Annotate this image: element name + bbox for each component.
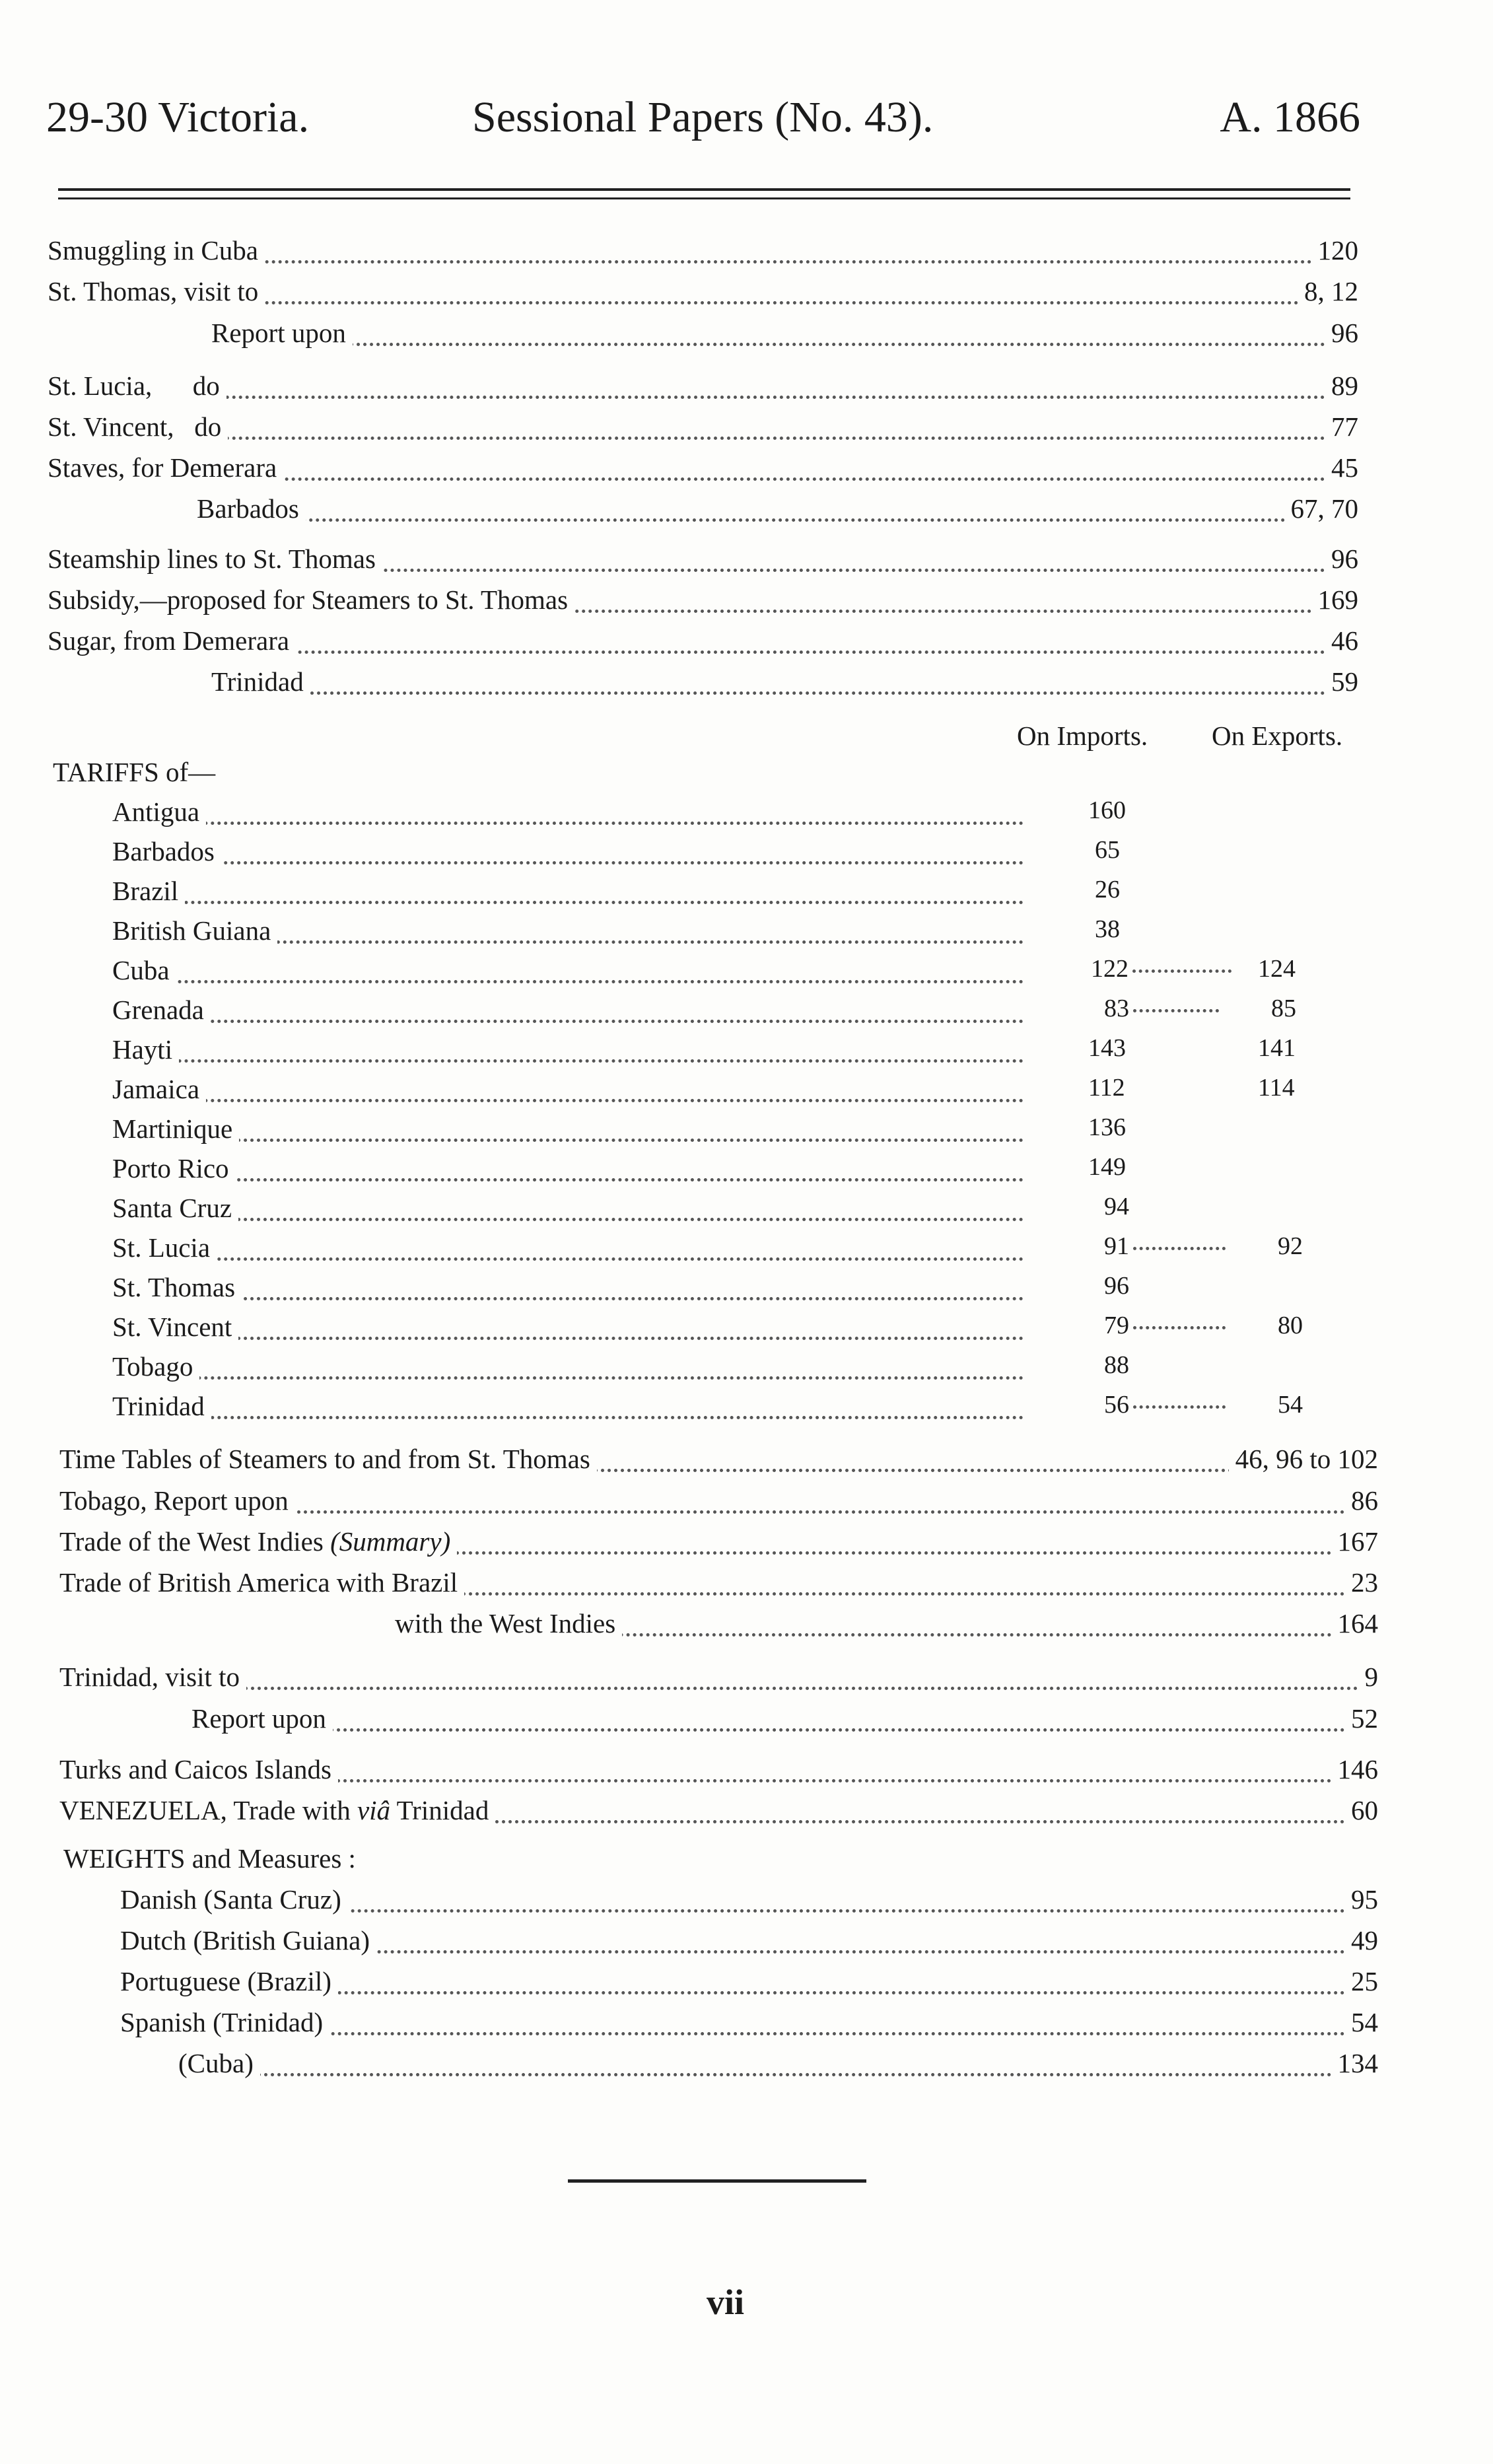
tariff-label: St. Lucia [112, 1232, 217, 1263]
tariff-row [112, 1192, 1024, 1233]
tariff-label: St. Thomas [112, 1271, 242, 1303]
tariff-exports: 114 [1258, 1074, 1295, 1102]
tariff-label: Porto Rico [112, 1152, 236, 1184]
entry-label: Spanish (Trinidad) [120, 2006, 330, 2038]
tariff-exports: 80 [1278, 1312, 1303, 1339]
tariff-imports: 79 [1104, 1311, 1230, 1340]
entry-label: Trinidad, visit to [59, 1661, 246, 1693]
tariff-row [112, 1271, 1024, 1312]
page-number: vii [707, 2282, 745, 2322]
entry-label: Turks and Caicos Islands [59, 1753, 338, 1785]
entry-page: 120 [1311, 234, 1359, 266]
index-entry [59, 1526, 1378, 1566]
entry-label: Tobago, Report upon [59, 1485, 295, 1516]
tariff-imports: 143 [1088, 1034, 1126, 1062]
column-header-imports: On Imports. [1017, 721, 1148, 751]
index-entry [120, 1965, 1378, 2006]
tariff-row [112, 1232, 1024, 1273]
index-entry [59, 1753, 1378, 1794]
running-header [46, 92, 1360, 158]
tariff-label: Hayti [112, 1034, 179, 1065]
tariff-row [112, 915, 1024, 956]
tariff-label: Santa Cruz [112, 1192, 238, 1224]
index-entry [59, 1443, 1378, 1484]
entry-label: Subsidy,—proposed for Steamers to St. Thomas [48, 584, 574, 616]
entry-page: 46 [1325, 625, 1358, 656]
tariff-label: Martinique [112, 1113, 239, 1144]
entry-page: 25 [1344, 1965, 1378, 1997]
entry-label: Danish (Santa Cruz) [120, 1883, 348, 1915]
entry-label: Trade of the West Indies (Summary) [59, 1526, 457, 1557]
entry-label: Portuguese (Brazil) [120, 1965, 338, 1997]
tariff-imports: 96 [1104, 1272, 1129, 1300]
entry-page: 134 [1331, 2047, 1379, 2079]
tariff-imports: 91 [1104, 1232, 1230, 1261]
tariff-label: Antigua [112, 796, 206, 827]
entry-label: Time Tables of Steamers to and from St. Thomas [59, 1443, 597, 1475]
tariff-row [112, 1152, 1024, 1193]
entry-page: 96 [1325, 317, 1358, 349]
index-entry [120, 1924, 1378, 1965]
index-entry [211, 666, 1358, 707]
entry-page: 164 [1331, 1607, 1379, 1639]
entry-label: Smuggling in Cuba [48, 234, 265, 266]
index-entry [178, 2047, 1378, 2088]
entry-label: St. Lucia, do [48, 370, 226, 402]
tariff-imports: 38 [1095, 915, 1120, 943]
entry-page: 86 [1344, 1485, 1378, 1516]
entry-page: 89 [1325, 370, 1358, 402]
entry-page: 60 [1344, 1794, 1378, 1826]
tariff-row [112, 1311, 1024, 1352]
entry-label: Steamship lines to St. Thomas [48, 543, 382, 575]
entry-page: 96 [1325, 543, 1358, 575]
entry-label: with the West Indies [395, 1607, 622, 1639]
tariff-label: Barbados [112, 835, 221, 867]
header-year: A. 1866 [1220, 93, 1360, 141]
tariff-row [112, 954, 1024, 995]
tariff-imports: 94 [1104, 1193, 1129, 1220]
column-header-exports: On Exports. [1212, 721, 1343, 751]
entry-page: 54 [1344, 2006, 1378, 2038]
index-entry [48, 234, 1358, 275]
tariff-imports: 149 [1088, 1153, 1126, 1181]
tariff-imports: 160 [1088, 796, 1126, 824]
tariff-label: Cuba [112, 954, 176, 986]
tariff-label: British Guiana [112, 915, 277, 946]
tariff-imports: 122 [1091, 954, 1235, 983]
tariff-row [112, 1351, 1024, 1391]
tariff-exports: 141 [1258, 1034, 1296, 1062]
entry-page: 49 [1344, 1924, 1378, 1956]
entry-page: 45 [1325, 452, 1358, 483]
tariff-label: Brazil [112, 875, 185, 907]
tariff-exports: 92 [1278, 1232, 1303, 1260]
entry-label: Report upon [191, 1703, 333, 1734]
closing-rule [568, 2179, 866, 2183]
entry-label: Dutch (British Guiana) [120, 1924, 376, 1956]
tariff-exports: 54 [1278, 1391, 1303, 1419]
entry-label: Trinidad [211, 666, 310, 697]
entry-page: 8, 12 [1298, 275, 1358, 307]
tariff-row [112, 796, 1024, 837]
tariff-imports: 88 [1104, 1351, 1129, 1379]
tariff-row [112, 994, 1024, 1035]
entry-label: Report upon [211, 317, 353, 349]
index-entry [211, 317, 1358, 358]
index-entry [48, 543, 1358, 584]
tariff-imports: 65 [1095, 836, 1120, 864]
index-entry [48, 584, 1358, 625]
entry-page: 52 [1344, 1703, 1378, 1734]
entry-page: 95 [1344, 1883, 1378, 1915]
tariff-row [112, 1034, 1024, 1074]
entry-page: 23 [1344, 1566, 1378, 1598]
entry-label: Sugar, from Demerara [48, 625, 296, 656]
tariff-imports: 56 [1104, 1390, 1230, 1419]
tariff-imports: 83 [1104, 994, 1223, 1023]
index-entry [59, 1566, 1378, 1607]
index-entry [59, 1661, 1378, 1702]
entry-page: 169 [1311, 584, 1359, 616]
tariff-exports: 85 [1271, 995, 1296, 1022]
index-entry [48, 411, 1358, 452]
tariff-row [112, 1073, 1024, 1114]
index-entry [191, 1703, 1378, 1743]
tariff-imports: 26 [1095, 876, 1120, 903]
index-entry [120, 2006, 1378, 2047]
tariff-label: St. Vincent [112, 1311, 238, 1343]
tariff-row [112, 875, 1024, 916]
tariff-row [112, 1113, 1024, 1154]
entry-page: 46, 96 to 102 [1229, 1443, 1378, 1475]
index-entry [48, 452, 1358, 493]
header-title: Sessional Papers (No. 43). [472, 93, 934, 141]
entry-page: 9 [1358, 1661, 1379, 1693]
entry-page: 77 [1325, 411, 1358, 442]
tariff-row [112, 1390, 1024, 1431]
entry-label: (Cuba) [178, 2047, 260, 2079]
tariff-row [112, 835, 1024, 876]
tariff-label: Tobago [112, 1351, 199, 1382]
index-entry [48, 275, 1358, 316]
tariff-label: Jamaica [112, 1073, 206, 1105]
entry-label: Staves, for Demerara [48, 452, 283, 483]
index-entry [48, 370, 1358, 411]
index-entry [59, 1794, 1378, 1835]
tariff-imports: 136 [1088, 1113, 1126, 1141]
entry-label: VENEZUELA, Trade with viâ Trinidad [59, 1794, 495, 1826]
header-rule-bottom [58, 197, 1350, 199]
tariff-label: Trinidad [112, 1390, 211, 1422]
entry-label: Barbados [197, 493, 306, 524]
tariff-exports: 124 [1258, 955, 1296, 983]
entry-label: St. Vincent, do [48, 411, 228, 442]
entry-label: St. Thomas, visit to [48, 275, 265, 307]
tariff-imports: 112 [1088, 1074, 1125, 1102]
index-entry [120, 1883, 1378, 1924]
entry-page: 146 [1331, 1753, 1379, 1785]
header-session: 29-30 Victoria. [46, 93, 310, 141]
entry-page: 59 [1325, 666, 1358, 697]
entry-page: 67, 70 [1284, 493, 1359, 524]
index-entry [48, 625, 1358, 666]
entry-page: 167 [1331, 1526, 1379, 1557]
index-entry [395, 1607, 1378, 1648]
index-entry [197, 493, 1358, 534]
index-entry [59, 1485, 1378, 1526]
weights-heading: WEIGHTS and Measures : [63, 1843, 356, 1874]
entry-label: Trade of British America with Brazil [59, 1566, 464, 1598]
tariffs-heading: TARIFFS of— [53, 757, 216, 787]
tariff-label: Grenada [112, 994, 211, 1026]
header-rule-top [58, 188, 1350, 191]
